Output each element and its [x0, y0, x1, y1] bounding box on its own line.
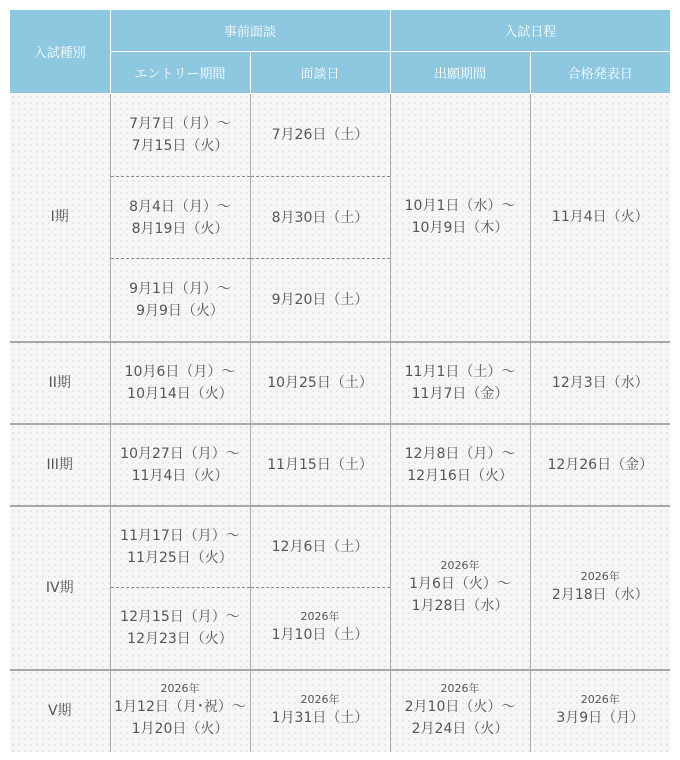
announcement-date-cell: 2026年 2月18日（水） — [530, 506, 670, 670]
header-entry-period: エントリー期間 — [110, 52, 250, 94]
interview-date-cell: 2026年 1月10日（土） — [250, 588, 390, 670]
application-period-cell: 10月1日（水）～ 10月9日（木） — [390, 94, 530, 342]
exam-type-label: V期 — [10, 670, 110, 752]
exam-type-label: II期 — [10, 342, 110, 424]
application-period-cell: 2026年 2月10日（火）～ 2月24日（火） — [390, 670, 530, 752]
header-announcement-date: 合格発表日 — [530, 52, 670, 94]
announcement-date-cell: 11月4日（火） — [530, 94, 670, 342]
exam-type-label: I期 — [10, 94, 110, 342]
interview-date-cell: 2026年 1月31日（土） — [250, 670, 390, 752]
entry-period-cell: 11月17日（月）～ 11月25日（火） — [110, 506, 250, 588]
table-row — [10, 342, 670, 424]
header-exam-type: 入試種別 — [10, 10, 110, 94]
entry-period-cell: 10月6日（月）～ 10月14日（火） — [110, 342, 250, 424]
interview-date-cell: 9月20日（土） — [250, 259, 390, 342]
entry-period-cell: 7月7日（月）～ 7月15日（火） — [110, 94, 250, 177]
exam-type-label: IV期 — [10, 506, 110, 670]
application-period-cell: 2026年 1月6日（火）～ 1月28日（水） — [390, 506, 530, 670]
header-entrance-schedule: 入試日程 — [390, 10, 670, 52]
entry-period-cell: 12月15日（月）～ 12月23日（火） — [110, 588, 250, 670]
interview-date-cell: 11月15日（土） — [250, 424, 390, 506]
entry-period-cell: 9月1日（月）～ 9月9日（火） — [110, 259, 250, 342]
entry-period-cell: 10月27日（月）～ 11月4日（火） — [110, 424, 250, 506]
table-row — [10, 506, 670, 588]
interview-date-cell: 8月30日（土） — [250, 177, 390, 259]
table-row — [10, 424, 670, 506]
application-period-cell: 12月8日（月）～ 12月16日（火） — [390, 424, 530, 506]
table-row — [10, 94, 670, 177]
entry-period-cell: 2026年 1月12日（月･祝）～ 1月20日（火） — [110, 670, 250, 752]
application-period-cell: 11月1日（土）～ 11月7日（金） — [390, 342, 530, 424]
exam-type-label: III期 — [10, 424, 110, 506]
interview-date-cell: 10月25日（土） — [250, 342, 390, 424]
header-application-period: 出願期間 — [390, 52, 530, 94]
header-pre-interview: 事前面談 — [110, 10, 390, 52]
admission-schedule-table — [10, 10, 670, 752]
announcement-date-cell: 12月3日（水） — [530, 342, 670, 424]
announcement-date-cell: 2026年 3月9日（月） — [530, 670, 670, 752]
schedule-container — [10, 10, 670, 752]
interview-date-cell: 12月6日（土） — [250, 506, 390, 588]
entry-period-cell: 8月4日（月）～ 8月19日（火） — [110, 177, 250, 259]
table-row — [10, 670, 670, 752]
announcement-date-cell: 12月26日（金） — [530, 424, 670, 506]
header-interview-date: 面談日 — [250, 52, 390, 94]
interview-date-cell: 7月26日（土） — [250, 94, 390, 177]
